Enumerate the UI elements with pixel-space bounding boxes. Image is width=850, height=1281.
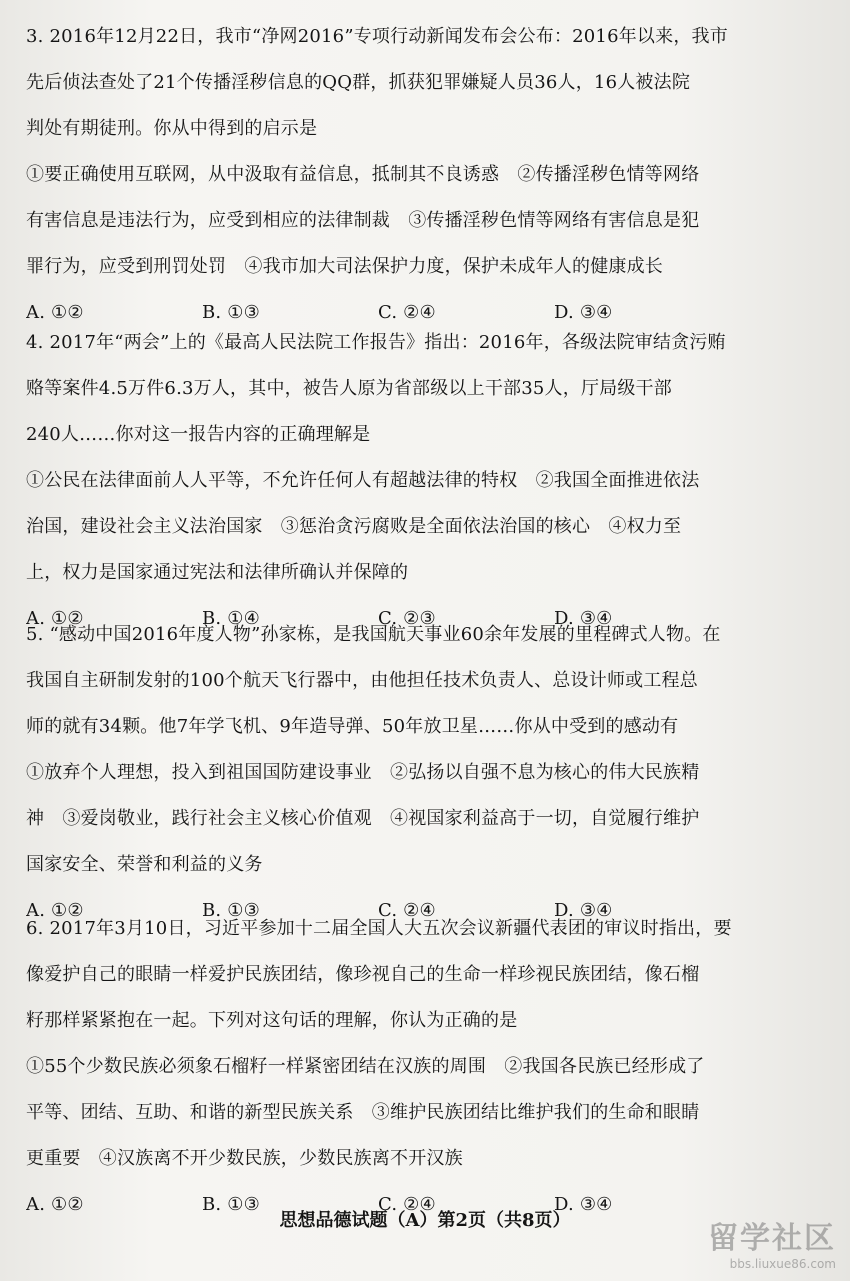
option-b: B. ①④ bbox=[202, 608, 260, 629]
question-line: ①放弃个人理想，投入到祖国国防建设事业 ②弘扬以自强不息为核心的伟大民族精 bbox=[26, 762, 700, 783]
question-line: 上，权力是国家通过宪法和法律所确认并保障的 bbox=[26, 562, 409, 583]
watermark-url: bbs.liuxue86.com bbox=[729, 1257, 836, 1271]
question-line: 3. 2016年12月22日，我市“净网2016”专项行动新闻发布会公布：2016年以来，我市 bbox=[26, 26, 728, 47]
question-line: ①55个少数民族必须象石榴籽一样紧密团结在汉族的周围 ②我国各民族已经形成了 bbox=[26, 1056, 705, 1077]
question-line: 先后侦法查处了21个传播淫秽信息的QQ群，抓获犯罪嫌疑人员36人，16人被法院 bbox=[26, 72, 691, 93]
question-line: 判处有期徒刑。你从中得到的启示是 bbox=[26, 118, 318, 139]
option-c: C. ②④ bbox=[378, 900, 436, 921]
question-line: 籽那样紧紧抱在一起。下列对这句话的理解，你认为正确的是 bbox=[26, 1010, 518, 1031]
question-3 bbox=[26, 14, 826, 336]
option-d: D. ③④ bbox=[554, 1194, 613, 1215]
site-watermark bbox=[666, 1222, 836, 1276]
question-line: 我国自主研制发射的100个航天飞行器中，由他担任技术负责人、总设计师或工程总 bbox=[26, 670, 698, 691]
option-a: A. ①② bbox=[26, 900, 84, 921]
question-line: 5. “感动中国2016年度人物”孙家栋，是我国航天事业60余年发展的里程碑式人物。在 bbox=[26, 624, 721, 645]
option-b: B. ①③ bbox=[202, 900, 260, 921]
question-line: 更重要 ④汉族离不开少数民族，少数民族离不开汉族 bbox=[26, 1148, 463, 1169]
question-line: 国家安全、荣誉和利益的义务 bbox=[26, 854, 263, 875]
option-c: C. ②③ bbox=[378, 608, 436, 629]
watermark-logo: 留学社区 bbox=[708, 1221, 836, 1256]
question-line: 治国，建设社会主义法治国家 ③惩治贪污腐败是全面依法治国的核心 ④权力至 bbox=[26, 516, 682, 537]
option-a: A. ①② bbox=[26, 608, 84, 629]
option-a: A. ①② bbox=[26, 1194, 84, 1215]
question-line: 像爱护自己的眼睛一样爱护民族团结，像珍视自己的生命一样珍视民族团结，像石榴 bbox=[26, 964, 700, 985]
question-line: 赂等案件4.5万件6.3万人，其中，被告人原为省部级以上干部35人，厅局级干部 bbox=[26, 378, 672, 399]
page-footer: 思想品德试题（A）第2页（共8页） bbox=[279, 1210, 571, 1231]
question-line: 4. 2017年“两会”上的《最高人民法院工作报告》指出：2016年，各级法院审结贪污贿 bbox=[26, 332, 726, 353]
option-b: B. ①③ bbox=[202, 1194, 260, 1215]
option-b: B. ①③ bbox=[202, 302, 260, 323]
option-c: C. ②④ bbox=[378, 302, 436, 323]
question-line: 平等、团结、互助、和谐的新型民族关系 ③维护民族团结比维护我们的生命和眼睛 bbox=[26, 1102, 700, 1123]
question-line: 神 ③爱岗敬业，践行社会主义核心价值观 ④视国家利益高于一切，自觉履行维护 bbox=[26, 808, 700, 829]
question-line: 罪行为，应受到刑罚处罚 ④我市加大司法保护力度，保护未成年人的健康成长 bbox=[26, 256, 663, 277]
question-line: ①要正确使用互联网，从中汲取有益信息，抵制其不良诱惑 ②传播淫秽色情等网络 bbox=[26, 164, 700, 185]
question-line: 有害信息是违法行为，应受到相应的法律制裁 ③传播淫秽色情等网络有害信息是犯 bbox=[26, 210, 700, 231]
option-a: A. ①② bbox=[26, 302, 84, 323]
option-d: D. ③④ bbox=[554, 608, 613, 629]
question-4 bbox=[26, 320, 826, 642]
option-c: C. ②④ bbox=[378, 1194, 436, 1215]
question-line: 师的就有34颗。他7年学飞机、9年造导弹、50年放卫星……你从中受到的感动有 bbox=[26, 716, 679, 737]
option-d: D. ③④ bbox=[554, 900, 613, 921]
option-d: D. ③④ bbox=[554, 302, 613, 323]
question-6 bbox=[26, 906, 826, 1228]
question-line: 240人……你对这一报告内容的正确理解是 bbox=[26, 424, 371, 445]
question-line: ①公民在法律面前人人平等，不允许任何人有超越法律的特权 ②我国全面推进依法 bbox=[26, 470, 700, 491]
question-line: 6. 2017年3月10日，习近平参加十二届全国人大五次会议新疆代表团的审议时指出，要 bbox=[26, 918, 732, 939]
question-5 bbox=[26, 612, 826, 934]
